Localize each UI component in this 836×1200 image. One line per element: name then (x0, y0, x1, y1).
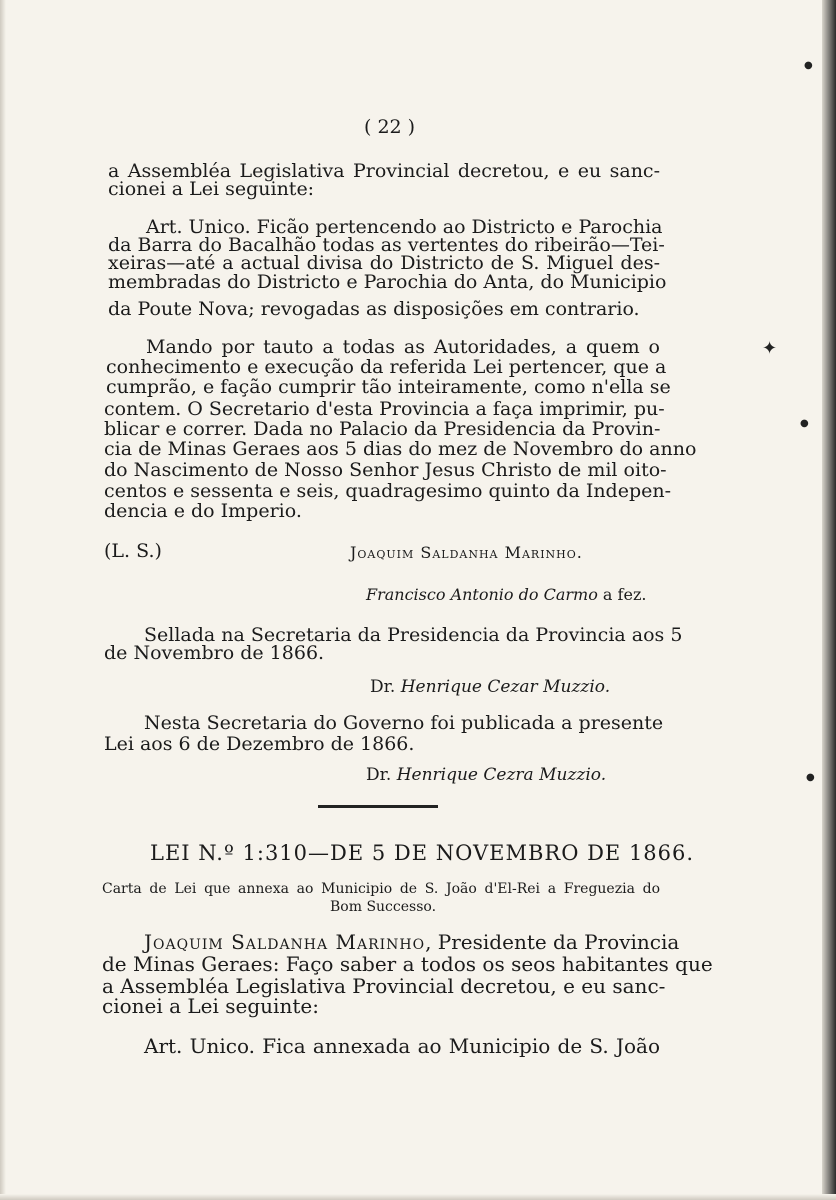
signatory-2 (370, 676, 610, 698)
scribe-suffix: a fez. (602, 585, 647, 604)
law-heading: LEI N.º 1:310—DE 5 DE NOVEMBRO DE 1866. (150, 841, 695, 865)
law-summary-line-1: Carta de Lei que annexa ao Municipio de S. João d'El-Rei a Freguezia do (102, 881, 660, 897)
preamble-line-1 (144, 930, 680, 954)
mando-line-4: contem. O Secretario d'esta Provincia a faça imprimir, pu- (104, 398, 665, 420)
signatory-3-prefix: Dr. (366, 765, 392, 785)
page-edge-left (0, 0, 6, 1200)
sellada-line-2: de Novembro de 1866. (104, 642, 325, 664)
article1-line-5: da Poute Nova; revogadas as disposições em contrario. (108, 298, 640, 320)
mando-line-2: conhecimento e execução da referida Lei pertencer, que a (106, 356, 667, 378)
page-edge-right (822, 0, 836, 1200)
seal-mark: (L. S.) (104, 540, 162, 562)
article1-line-3: xeiras—até a actual divisa do Districto de S. Miguel des- (108, 252, 660, 274)
signatory-2-name: Henrique Cezar Muzzio. (400, 677, 611, 697)
article1-line-4: membradas do Districto e Parochia do Anta, do Municipio (108, 271, 667, 293)
article2-line-1: Art. Unico. Fica annexada ao Municipio de S. João (144, 1034, 660, 1058)
article1-line-2: da Barra do Bacalhão todas as vertentes do ribeirão—Tei- (108, 234, 665, 256)
signatory-1: Joaquim Saldanha Marinho. (350, 543, 583, 562)
scribe-line (366, 584, 646, 606)
law-summary-line-2: Bom Successo. (330, 899, 437, 915)
preamble-line-4: cionei a Lei seguinte: (102, 994, 319, 1018)
paragraph1-line-2: cionei a Lei seguinte: (108, 178, 315, 200)
page-edge-bottom (0, 1194, 836, 1200)
preamble-line-2: de Minas Geraes: Faço saber a todos os seos habitantes que (102, 952, 713, 976)
mando-line-1: Mando por tauto a todas as Autoridades, a quem o (146, 336, 660, 358)
mando-line-9: dencia e do Imperio. (104, 500, 302, 522)
scribe-name: Francisco Antonio do Carmo (366, 585, 598, 604)
publicada-line-1: Nesta Secretaria do Governo foi publicada a presente (144, 712, 664, 734)
publicada-line-2: Lei aos 6 de Dezembro de 1866. (104, 733, 415, 755)
preamble-line-1-rest: , Presidente da Provincia (425, 930, 680, 954)
margin-mark-1: ✦ (762, 338, 778, 359)
mando-line-6: cia de Minas Geraes aos 5 dias do mez de Novembro do anno (104, 438, 697, 460)
margin-speck-2: ● (806, 772, 815, 783)
margin-speck-1: ● (800, 418, 809, 429)
mando-line-3: cumprão, e fação cumprir tão inteiramente, como n'ella se (106, 376, 671, 398)
signatory-3 (366, 764, 606, 786)
mando-line-7: do Nascimento de Nosso Senhor Jesus Christo de mil oito- (104, 459, 667, 481)
preamble-line-3: a Assembléa Legislativa Provincial decretou, e eu sanc- (102, 974, 666, 998)
paragraph1-line-1: a Assembléa Legislativa Provincial decretou, e eu sanc- (108, 160, 660, 182)
article1-line-1: Art. Unico. Ficão pertencendo ao Districto e Parochia (146, 216, 663, 238)
signatory-2-prefix: Dr. (370, 677, 396, 697)
mando-line-8: centos e sessenta e seis, quadragesimo quinto da Indepen- (104, 480, 672, 502)
page-number: ( 22 ) (364, 116, 416, 138)
section-divider (318, 805, 438, 808)
mando-line-5: blicar e correr. Dada no Palacio da Presidencia da Provin- (104, 418, 661, 440)
sellada-line-1: Sellada na Secretaria da Presidencia da Provincia aos 5 (144, 624, 683, 646)
preamble-name: Joaquim Saldanha Marinho (144, 930, 426, 954)
margin-speck-3: ● (804, 60, 813, 71)
signatory-3-name: Henrique Cezra Muzzio. (396, 765, 607, 785)
